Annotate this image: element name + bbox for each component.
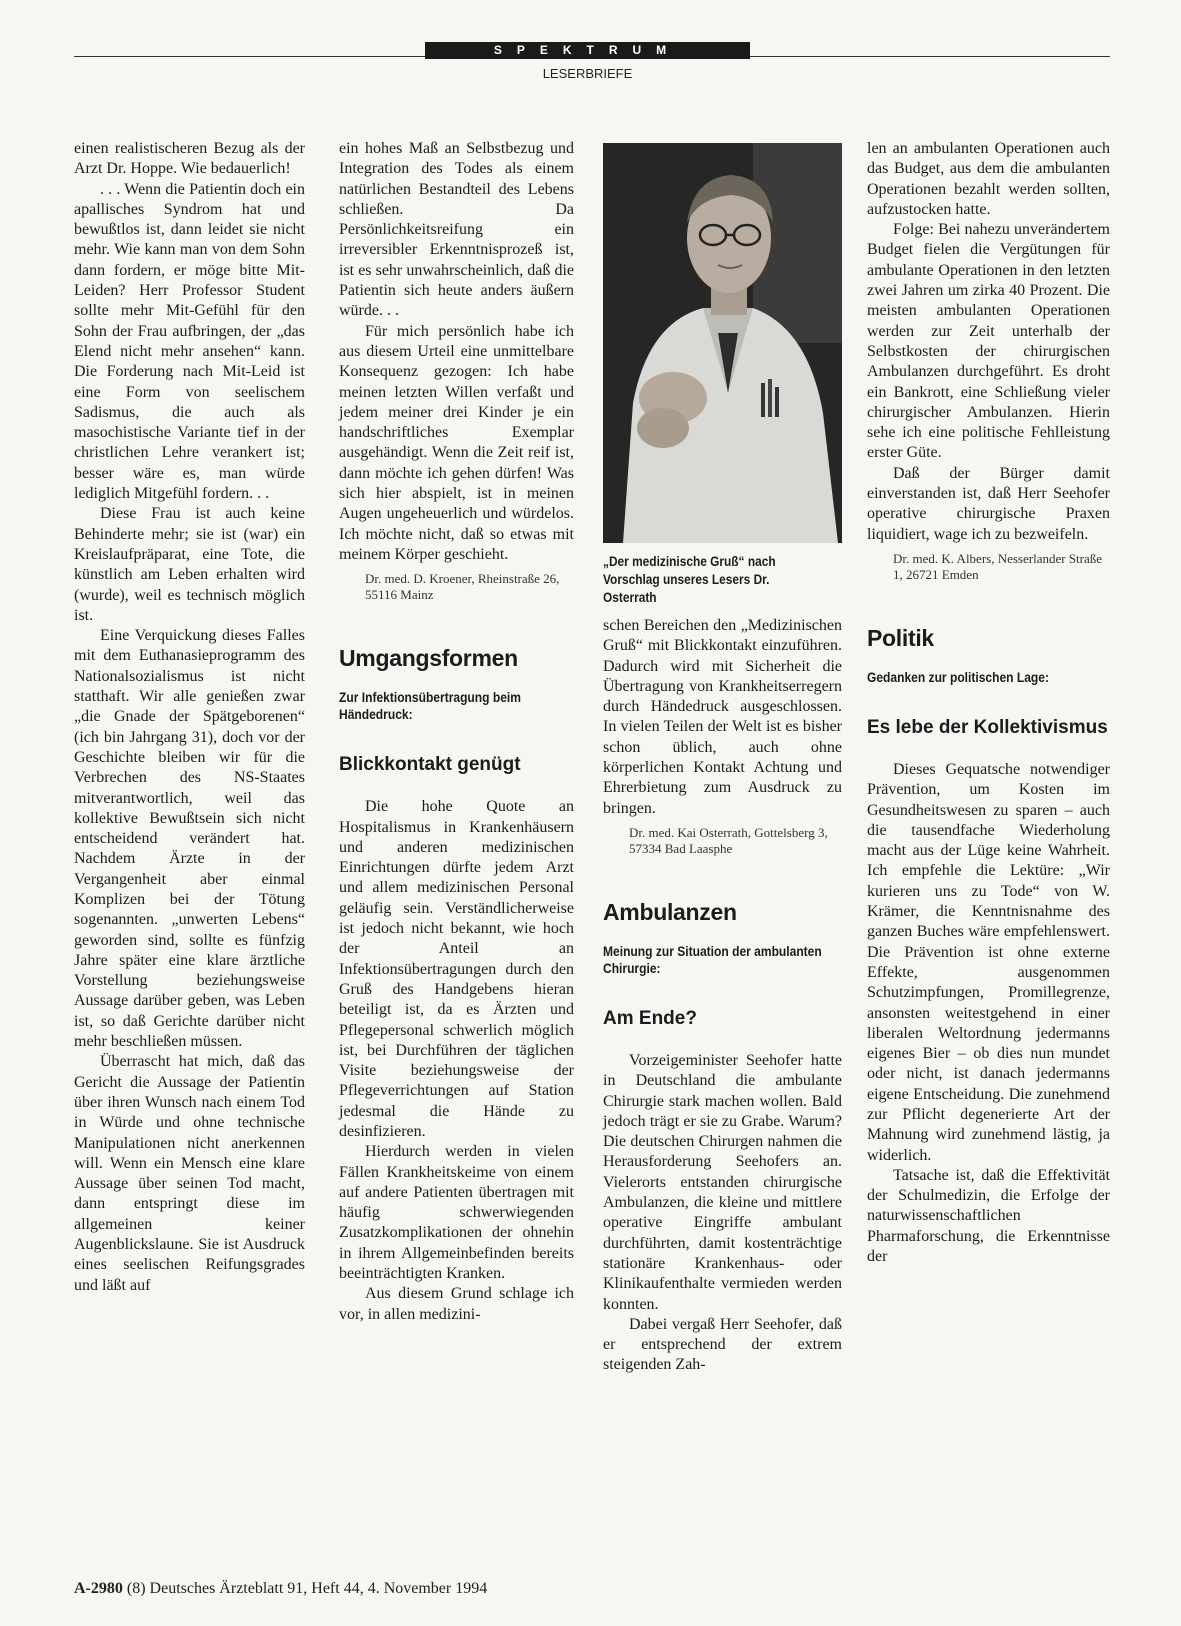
paragraph: einen realistischeren Bezug als der Arzt Dr. Hoppe. Wie bedauerlich! — [74, 140, 305, 178]
paragraph: Aus diesem Grund schlage ich vor, in allen medizini- — [339, 1285, 574, 1323]
paragraph: Eine Verquickung dieses Falles mit dem Euthanasieprogramm des Nationalsozialismus ist nicht statthaft. Wir alle genießen zwar „die Gnade der Spätgeborenen“ (ich bin Jahrgang 31), doch vor der Geschichte bleiben wir für die Verbrechen des NS-Staates mitverantwortlich, weil das kollektive Bewußtsein sich nicht entscheidend verändert hat. Nachdem Ärzte in der Vergangenheit aber einmal Komplizen bei der Tötung sogenannten. „unwerten Lebens“ geworden sind, sollte es fünfzig Jahre später eine klare ärztliche Vorstellung beziehungsweise Aussage darüber geben, was Leben ist, so daß Gerichte darüber nicht mehr beschließen müssen. — [74, 627, 305, 1051]
photo-caption: „Der medizinische Gruß“ nach Vorschlag unseres Lesers Dr. Osterrath — [603, 553, 776, 605]
paragraph: schen Bereichen den „Medizinischen Gruß“ mit Blickkontakt einzuführen. Dadurch wird mit Sicherheit die Übertragung von Krankheitserregern durch Händedruck ausgeschlossen. In vielen Teilen der Welt ist es bisher schon üblich, auch ohne körperlichen Kontakt Achtung und Ehrerbietung zum Ausdruck zu bringen. — [603, 617, 842, 817]
letter-signature: Dr. med. D. Kroener, Rheinstraße 26, 55116 Mainz — [365, 571, 560, 603]
doctor-photo — [603, 143, 842, 543]
topic-heading: Politik — [867, 624, 934, 651]
topic-heading: Ambulanzen — [603, 898, 737, 925]
letter-signature: Dr. med. K. Albers, Nesserlander Straße 1, 26721 Emden — [893, 550, 1103, 582]
section-subtitle: LESERBRIEFE — [542, 66, 633, 81]
letter-headline: Blickkontakt genügt — [339, 754, 521, 776]
column-2 — [339, 139, 574, 1325]
topic-intro: Gedanken zur politischen Lage: — [867, 668, 1049, 685]
topic-intro: Zur Infektionsübertragung beim Händedruck: — [339, 689, 521, 723]
letter-headline: Am Ende? — [603, 1007, 697, 1029]
page-footer — [74, 1580, 487, 1598]
paragraph: Dieses Gequatsche notwendiger Prävention, um Kosten im Gesundheitswesen zu sparen – auch die tausendfache Wiederholung macht aus der Lüge keine Wahrheit. Ich empfehle die Lektüre: „Wir kurieren uns zu Tode“ von W. Krämer, die Kenntnisnahme des ganzen Buches wäre empfehlenswert. Die Prävention ist ohne externe Effekte, ausgenommen Schutzimpfungen, Promillegrenze, ansonsten weitestgehend in einer liberalen Weltordnung jedermanns eigenes Bier – ob dies nun mundet oder nicht, ist danach jedermanns eigene Entscheidung. Die zunehmend zur Pflicht degenerierte Art der Mahnung wird zunehmend lästig, ja widerlich. — [867, 760, 1110, 1164]
paragraph: Hierdurch werden in vielen Fällen Krankheitskeime von einem auf andere Patienten übertragen mit häufig schwerwiegenden Zusatzkomplikationen der ohnehin in ihrem Allgemeinbefinden bereits beeinträchtigten Kranken. — [339, 1143, 574, 1283]
paragraph: Vorzeigeminister Seehofer hatte in Deutschland die ambulante Chirurgie stark machen wollen. Bald jedoch trägt er sie zu Grabe. Warum? Die deutschen Chirurgen nahmen die Herausforderung Seehofers an. Vielerorts entstanden chirurgische Ambulanzen, die kleine und mittlere operative Eingriffe ambulant durchführten, damit kostenträchtige stationäre Krankenhaus- oder Klinikaufenthalte vermieden werden konnten. — [603, 1051, 842, 1313]
topic-heading: Umgangsformen — [339, 645, 518, 672]
topic-intro: Meinung zur Situation der ambulanten Chirurgie: — [603, 942, 822, 976]
paragraph: Dabei vergaß Herr Seehofer, daß er entsprechend der extrem steigenden Zah- — [603, 1315, 842, 1374]
paragraph: . . . Wenn die Patientin doch ein apallisches Syndrom hat und bewußtlos ist, dann leidet sie nicht mehr. Wie kann man von dem Sohn dann fordern, er möge bitte Mit-Leiden? Herr Professor Student sollte mehr Mit-Gefühl für den Sohn der Frau aufbringen, der „das Elend nicht mehr ansehen“ kann. Die Forderung nach Mit-Leid ist eine Form von seelischem Sadismus, die auch als masochistische Variante tief in der christlichen Lehre verankert ist; besser wäre es, man würde lediglich Mitgefühl fordern. . . — [74, 180, 305, 503]
letter-signature: Dr. med. Kai Osterrath, Gottelsberg 3, 57334 Bad Laasphe — [629, 824, 828, 856]
doctor-photo-illustration — [603, 143, 842, 543]
section-title: SPEKTRUM — [425, 42, 750, 59]
column-3 — [603, 616, 842, 1376]
journal-citation: (8) Deutsches Ärzteblatt 91, Heft 44, 4. November 1994 — [126, 1580, 488, 1597]
paragraph: len an ambulanten Operationen auch das Budget, aus dem die ambulanten Operationen bezahlt werden sollten, aufzustocken hatte. — [867, 140, 1110, 218]
paragraph: ein hohes Maß an Selbstbezug und Integration des Todes als einem natürlichen Bestandteil des Lebens schließen. Da Persönlichkeitsreifung ein irreversibler Erkenntnisprozeß ist, ist es sehr unwahrscheinlich, daß die Patientin sich heute anders äußern würde. . . — [339, 140, 574, 320]
letter-headline: Es lebe der Kollektivismus — [867, 716, 1108, 738]
page-number: A-2980 — [74, 1580, 123, 1597]
paragraph: Die hohe Quote an Hospitalismus in Krankenhäusern und anderen medizinischen Einrichtungen dürfte jedem Arzt und allem medizinischen Personal geläufig sein. Verständlicherweise ist jedoch nicht bekannt, wie hoch der Anteil an Infektionsübertragungen durch den Gruß des Handgebens hieran beteiligt ist, da es Ärzten und Pflegepersonal schwerlich möglich ist, bei Durchführen der täglichen Visite beziehungsweise der Pflegeverrichtungen auf Station jedesmal die Hände zu desinfizieren. — [339, 798, 574, 1140]
column-1 — [74, 139, 305, 1296]
paragraph: Überrascht hat mich, daß das Gericht die Aussage der Patientin über ihren Wunsch nach einem Tod in Würde und ohne technische Manipulationen nicht anerkennen will. Wenn ein Mensch eine klare Aussage über seinen Tod macht, dann entspringt diese im allgemeinen keiner Augenblickslaune. Sie ist Ausdruck eines seelischen Reifungsgrades und läßt auf — [74, 1053, 305, 1294]
paragraph: Für mich persönlich habe ich aus diesem Urteil eine unmittelbare Konsequenz gezogen: Ich habe meinen letzten Willen verfaßt und jedem meiner drei Kinder je ein handschriftliches Exemplar ausgehändigt. Wenn die Zeit reif ist, dann möchte ich gehen dürfen! Was sich hier abspielt, ist in meinen Augen ungeheuerlich und würdelos. Ich möchte nicht, daß so etwas mit meinem Körper geschieht. — [339, 322, 574, 563]
paragraph: Folge: Bei nahezu unverändertem Budget fielen die Vergütungen für ambulante Operationen in den letzten zwei Jahren um zirka 40 Prozent. Die meisten ambulanten Operationen werden zur Zeit unterhalb der Selbstkosten der chirurgischen Ambulanzen durchgeführt. Es droht ein Bankrott, eine Schließung vieler chirurgischer Ambulanzen. Hierin sehe ich eine politische Fehlleistung erster Güte. — [867, 221, 1110, 462]
paragraph: Diese Frau ist auch keine Behinderte mehr; sie ist (war) ein Kreislaufpräparat, eine Tote, die künstlich am Leben erhalten wird (wurde), weil es technisch möglich ist. — [74, 505, 305, 624]
paragraph: Tatsache ist, daß die Effektivität der Schulmedizin, die Erfolge der naturwissenschaftlichen Pharmaforschung, die Erkenntnisse der — [867, 1166, 1110, 1266]
paragraph: Daß der Bürger damit einverstanden ist, daß Herr Seehofer operative chirurgische Praxen liquidiert, wage ich zu bezweifeln. — [867, 464, 1110, 543]
column-4 — [867, 139, 1110, 1267]
